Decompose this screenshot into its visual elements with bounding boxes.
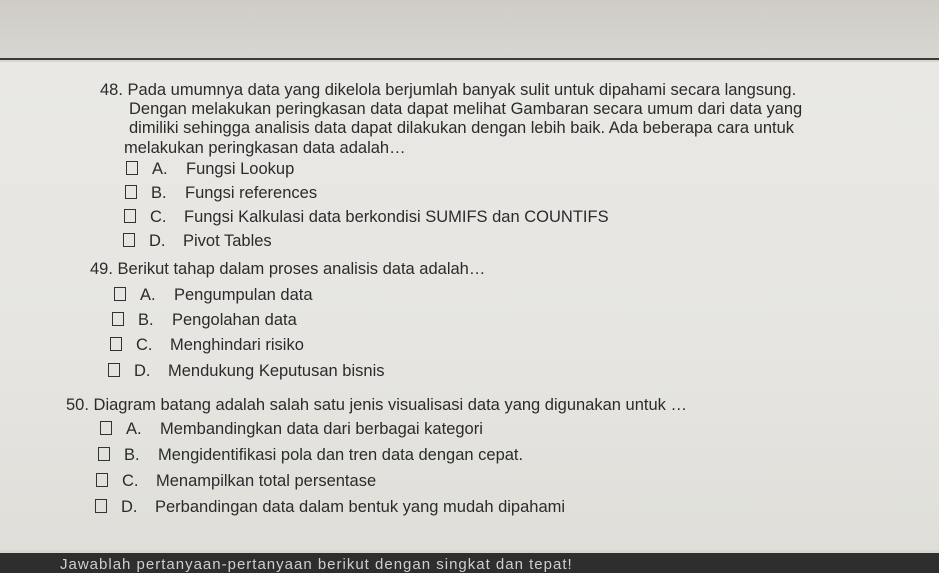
question-49-option-a[interactable]: [114, 285, 313, 305]
page-top-background: [0, 0, 939, 60]
option-text: Fungsi Lookup: [186, 160, 295, 178]
option-text: Pivot Tables: [183, 232, 272, 250]
question-48-option-a[interactable]: [126, 159, 294, 179]
option-letter: A.: [140, 286, 156, 304]
option-text: Pengolahan data: [172, 311, 297, 329]
question-49-line-1: [90, 259, 485, 279]
question-50-text-1: Diagram batang adalah salah satu jenis visualisasi data yang digunakan untuk …: [93, 396, 687, 414]
option-text: Mengidentifikasi pola dan tren data dengan cepat.: [158, 446, 524, 464]
question-48-option-d[interactable]: [123, 231, 272, 251]
question-50-option-c[interactable]: [96, 471, 376, 491]
option-letter: D.: [134, 362, 151, 380]
option-letter: B.: [138, 311, 154, 329]
option-letter: D.: [149, 232, 166, 250]
option-letter: B.: [124, 446, 140, 464]
checkbox[interactable]: [114, 287, 126, 301]
checkbox[interactable]: [110, 337, 122, 351]
checkbox[interactable]: [95, 499, 107, 513]
option-text: Membandingkan data dari berbagai kategori: [160, 420, 483, 438]
question-48-text-1: Pada umumnya data yang dikelola berjumlah banyak sulit untuk dipahami secara langsung.: [127, 81, 797, 99]
section-instruction: Jawablah pertanyaan-pertanyaan berikut dengan singkat dan tepat!: [60, 556, 573, 573]
option-letter: C.: [150, 208, 167, 226]
option-text: Fungsi Kalkulasi data berkondisi SUMIFS dan COUNTIFS: [184, 208, 609, 226]
checkbox[interactable]: [126, 161, 138, 175]
checkbox[interactable]: [112, 312, 124, 326]
question-49-number: 49.: [90, 260, 113, 278]
question-50-number: 50.: [66, 396, 89, 414]
option-text: Menampilkan total persentase: [156, 472, 377, 490]
checkbox[interactable]: [98, 447, 110, 461]
option-text: Mendukung Keputusan bisnis: [168, 362, 385, 380]
option-text: Perbandingan data dalam bentuk yang mudah dipahami: [155, 498, 566, 516]
question-49-text-1: Berikut tahap dalam proses analisis data adalah…: [117, 260, 486, 278]
question-50-option-b[interactable]: [98, 445, 523, 465]
question-49-option-c[interactable]: [110, 335, 304, 355]
checkbox[interactable]: [124, 209, 136, 223]
option-text: Pengumpulan data: [174, 286, 313, 304]
question-48-text-2: Dengan melakukan peringkasan data dapat melihat Gambaran secara umum dari data yang: [129, 100, 803, 118]
question-50-line-1: [66, 395, 687, 415]
checkbox[interactable]: [96, 473, 108, 487]
question-48-number: 48.: [100, 81, 123, 99]
question-48-option-c[interactable]: [124, 207, 609, 227]
option-text: Menghindari risiko: [170, 336, 304, 354]
option-letter: A.: [152, 160, 168, 178]
question-48-text-4: melakukan peringkasan data adalah…: [124, 139, 406, 157]
question-49-option-d[interactable]: [108, 361, 384, 381]
option-letter: A.: [126, 420, 142, 438]
question-48-line-1: [100, 80, 796, 100]
checkbox[interactable]: [123, 233, 135, 247]
option-letter: B.: [151, 184, 167, 202]
checkbox[interactable]: [100, 421, 112, 435]
option-text: Fungsi references: [185, 184, 318, 202]
question-50-option-d[interactable]: [95, 497, 565, 517]
question-50-option-a[interactable]: [100, 419, 483, 439]
question-48-option-b[interactable]: [125, 183, 317, 203]
checkbox[interactable]: [108, 363, 120, 377]
checkbox[interactable]: [125, 185, 137, 199]
option-letter: D.: [121, 498, 138, 516]
option-letter: C.: [136, 336, 153, 354]
question-49-option-b[interactable]: [112, 310, 297, 330]
option-letter: C.: [122, 472, 139, 490]
top-divider: [0, 58, 939, 60]
question-48-text-3: dimiliki sehingga analisis data dapat dilakukan dengan lebih baik. Ada beberapa cara untuk: [129, 119, 795, 137]
